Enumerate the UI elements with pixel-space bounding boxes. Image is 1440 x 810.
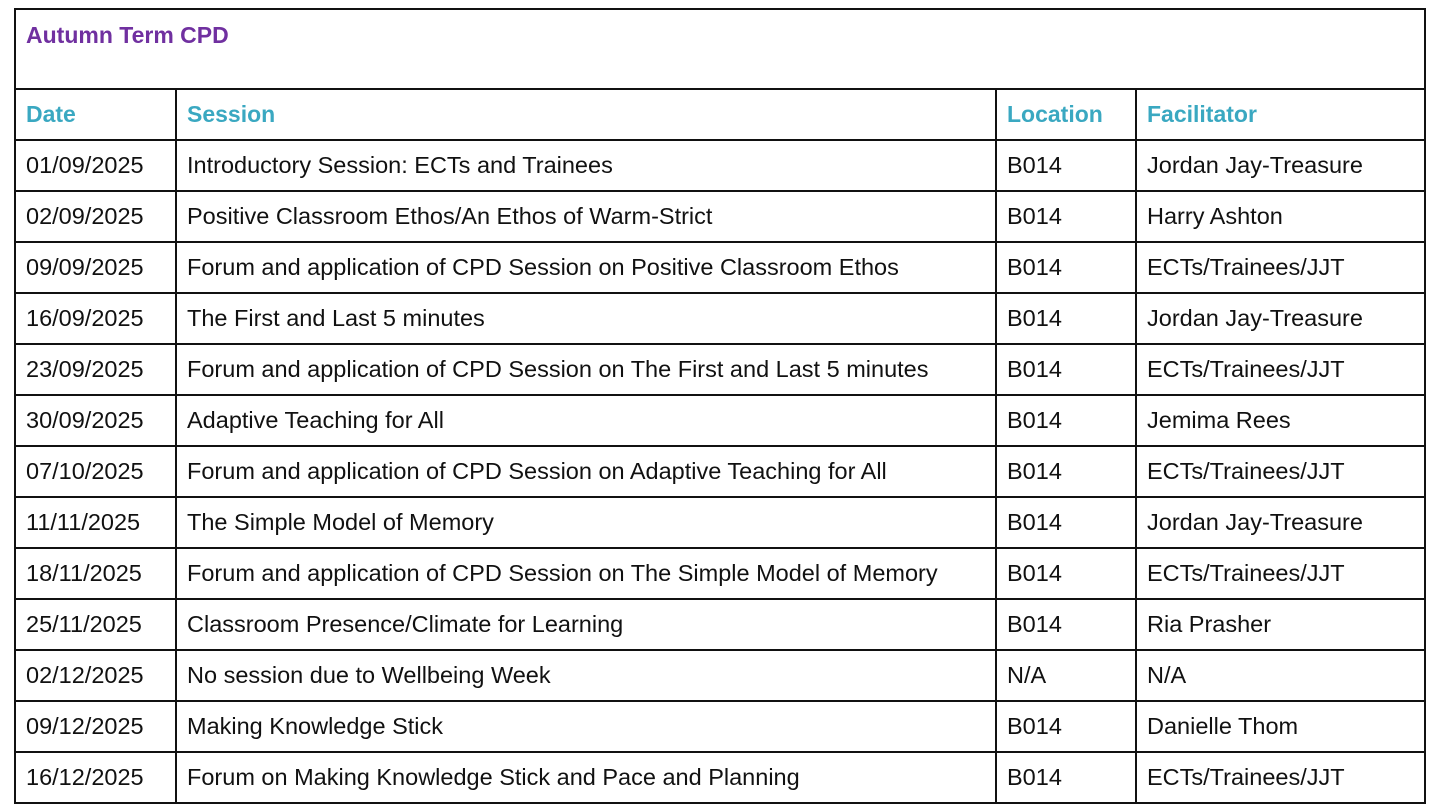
table-row bbox=[15, 650, 1425, 701]
cell-facilitator: ECTs/Trainees/JJT bbox=[1136, 548, 1425, 599]
table-row bbox=[15, 140, 1425, 191]
table-row bbox=[15, 242, 1425, 293]
table-row bbox=[15, 752, 1425, 803]
table-row bbox=[15, 497, 1425, 548]
cell-location: B014 bbox=[996, 140, 1136, 191]
table-row bbox=[15, 548, 1425, 599]
header-facilitator: Facilitator bbox=[1136, 89, 1425, 140]
cell-location: B014 bbox=[996, 293, 1136, 344]
cell-facilitator: Harry Ashton bbox=[1136, 191, 1425, 242]
cell-location: N/A bbox=[996, 650, 1136, 701]
table-row bbox=[15, 395, 1425, 446]
table-title: Autumn Term CPD bbox=[15, 9, 1425, 89]
cell-session: Forum and application of CPD Session on Positive Classroom Ethos bbox=[176, 242, 996, 293]
cell-date: 02/12/2025 bbox=[15, 650, 176, 701]
cell-date: 16/09/2025 bbox=[15, 293, 176, 344]
cell-date: 01/09/2025 bbox=[15, 140, 176, 191]
cell-session: Introductory Session: ECTs and Trainees bbox=[176, 140, 996, 191]
cell-location: B014 bbox=[996, 344, 1136, 395]
cell-location: B014 bbox=[996, 395, 1136, 446]
cell-location: B014 bbox=[996, 242, 1136, 293]
cell-facilitator: Danielle Thom bbox=[1136, 701, 1425, 752]
cell-date: 16/12/2025 bbox=[15, 752, 176, 803]
cell-facilitator: N/A bbox=[1136, 650, 1425, 701]
table-row bbox=[15, 344, 1425, 395]
cell-session: Forum and application of CPD Session on The Simple Model of Memory bbox=[176, 548, 996, 599]
cell-facilitator: Ria Prasher bbox=[1136, 599, 1425, 650]
cell-location: B014 bbox=[996, 752, 1136, 803]
cell-session: Forum and application of CPD Session on The First and Last 5 minutes bbox=[176, 344, 996, 395]
cell-date: 02/09/2025 bbox=[15, 191, 176, 242]
cell-session: No session due to Wellbeing Week bbox=[176, 650, 996, 701]
header-location: Location bbox=[996, 89, 1136, 140]
cell-date: 23/09/2025 bbox=[15, 344, 176, 395]
cell-facilitator: ECTs/Trainees/JJT bbox=[1136, 242, 1425, 293]
cell-session: Positive Classroom Ethos/An Ethos of Warm-Strict bbox=[176, 191, 996, 242]
cell-location: B014 bbox=[996, 599, 1136, 650]
cell-facilitator: ECTs/Trainees/JJT bbox=[1136, 446, 1425, 497]
cell-location: B014 bbox=[996, 497, 1136, 548]
cell-session: Forum on Making Knowledge Stick and Pace and Planning bbox=[176, 752, 996, 803]
cell-session: The First and Last 5 minutes bbox=[176, 293, 996, 344]
cell-session: Forum and application of CPD Session on Adaptive Teaching for All bbox=[176, 446, 996, 497]
cell-session: Adaptive Teaching for All bbox=[176, 395, 996, 446]
cell-location: B014 bbox=[996, 701, 1136, 752]
header-date: Date bbox=[15, 89, 176, 140]
cell-facilitator: Jordan Jay-Treasure bbox=[1136, 140, 1425, 191]
cell-date: 09/09/2025 bbox=[15, 242, 176, 293]
table-row bbox=[15, 701, 1425, 752]
table-row bbox=[15, 599, 1425, 650]
cell-location: B014 bbox=[996, 191, 1136, 242]
cell-location: B014 bbox=[996, 548, 1136, 599]
cell-date: 30/09/2025 bbox=[15, 395, 176, 446]
cell-facilitator: ECTs/Trainees/JJT bbox=[1136, 752, 1425, 803]
cell-facilitator: ECTs/Trainees/JJT bbox=[1136, 344, 1425, 395]
cell-session: Making Knowledge Stick bbox=[176, 701, 996, 752]
cpd-schedule-table bbox=[14, 8, 1426, 804]
cell-session: The Simple Model of Memory bbox=[176, 497, 996, 548]
table-row bbox=[15, 293, 1425, 344]
cell-date: 09/12/2025 bbox=[15, 701, 176, 752]
cell-date: 18/11/2025 bbox=[15, 548, 176, 599]
cell-session: Classroom Presence/Climate for Learning bbox=[176, 599, 996, 650]
table-row bbox=[15, 446, 1425, 497]
table-title-row bbox=[15, 9, 1425, 89]
cell-date: 07/10/2025 bbox=[15, 446, 176, 497]
cell-date: 11/11/2025 bbox=[15, 497, 176, 548]
cell-facilitator: Jordan Jay-Treasure bbox=[1136, 497, 1425, 548]
cell-location: B014 bbox=[996, 446, 1136, 497]
cell-date: 25/11/2025 bbox=[15, 599, 176, 650]
cell-facilitator: Jordan Jay-Treasure bbox=[1136, 293, 1425, 344]
header-session: Session bbox=[176, 89, 996, 140]
cell-facilitator: Jemima Rees bbox=[1136, 395, 1425, 446]
table-row bbox=[15, 191, 1425, 242]
column-header-row bbox=[15, 89, 1425, 140]
